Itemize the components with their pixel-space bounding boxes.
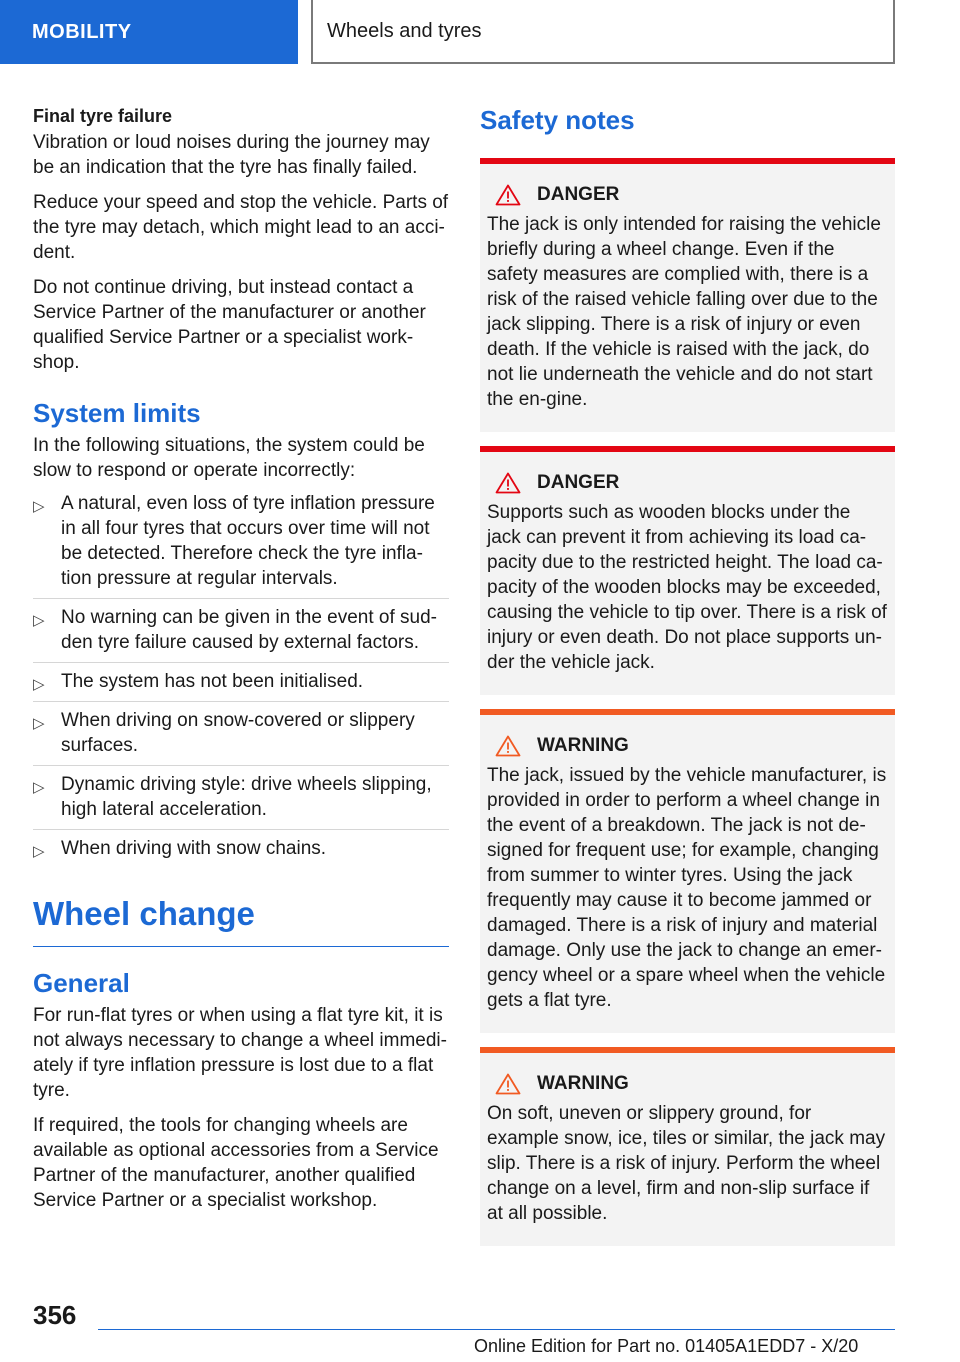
list-item bbox=[33, 491, 449, 599]
paragraph: Do not continue driving, but instead contact a Service Partner of the manufacturer or another qualified Service Partner or a specialist work‐shop. bbox=[33, 277, 426, 373]
notice-text: The jack, issued by the vehicle manufacturer, is provided in order to perform a wheel change in the event of a breakdown. The jack is not de‐signed for frequent use; for example, changing from summer to winter tyres. Using the jack frequently may cause it to become jammed or damaged. There is a risk of injury and material damage. Only use the jack to change an emer‐gency wheel or a spare wheel when the vehicle gets a flat tyre. bbox=[487, 765, 887, 1011]
list-item-text: The system has not been initialised. bbox=[61, 671, 364, 692]
triangle-bullet-icon: ▷ bbox=[33, 612, 45, 629]
footer-divider bbox=[98, 1329, 895, 1330]
left-column bbox=[33, 104, 449, 1223]
notice-text: On soft, uneven or slippery ground, for example snow, ice, tiles or similar, the jack may slip. There is a risk of injury. Perform the wheel change on a level, firm and non-slip surface if at all possible. bbox=[487, 1103, 886, 1224]
warning-triangle-icon bbox=[495, 472, 521, 494]
triangle-bullet-icon: ▷ bbox=[33, 715, 45, 732]
notice-text: Supports such as wooden blocks under the jack can prevent it from achieving its load ca‐pacity due to the restricted height. The load ca‐pacity of the wooden blocks may be exceeded, causing the vehicle to tip over. There is a risk of injury or even death. Do not place supports un‐der the vehicle jack. bbox=[487, 502, 887, 673]
triangle-bullet-icon: ▷ bbox=[33, 498, 45, 515]
triangle-bullet-icon: ▷ bbox=[33, 843, 45, 860]
paragraph: Vibration or loud noises during the journey may be an indication that the tyre has finally failed. bbox=[33, 132, 430, 178]
general-heading: General bbox=[33, 968, 130, 998]
system-limits-intro: In the following situations, the system could be slow to respond or operate incorrectly: bbox=[33, 435, 425, 481]
triangle-bullet-icon: ▷ bbox=[33, 779, 45, 796]
notice-text: The jack is only intended for raising the vehicle briefly during a wheel change. Even if the safety measures are complied with, there is a risk of the raised vehicle falling over due to the jack slipping. There is a risk of injury or even death. If the vehicle is raised with the jack, do not lie underneath the vehicle and do not start the en‐gine. bbox=[487, 214, 881, 410]
notice-level: WARNING bbox=[537, 1073, 629, 1094]
list-item-text: A natural, even loss of tyre inflation pressure in all four tyres that occurs over time will not be detected. Therefore check the tyre infla‐tion pressure at regular intervals. bbox=[61, 493, 435, 589]
edition-footer: Online Edition for Part no. 01405A1EDD7 - X/20 bbox=[474, 1336, 859, 1356]
section-tab: MOBILITY bbox=[0, 0, 298, 64]
warning-triangle-icon bbox=[495, 735, 521, 757]
warning-triangle-icon bbox=[495, 1073, 521, 1095]
list-item bbox=[33, 708, 449, 766]
danger-notice bbox=[480, 446, 895, 695]
list-item-text: Dynamic driving style: drive wheels slipping, high lateral acceleration. bbox=[61, 774, 432, 820]
notice-level: DANGER bbox=[537, 472, 620, 493]
wheel-change-heading: Wheel change bbox=[33, 894, 449, 947]
warning-notice bbox=[480, 709, 895, 1033]
system-limits-heading: System limits bbox=[33, 398, 201, 428]
paragraph: If required, the tools for changing wheels are available as optional accessories from a Service Partner of the manufacturer, another qualified Service Partner or a specialist workshop. bbox=[33, 1115, 439, 1211]
topic-title: Wheels and tyres bbox=[311, 0, 895, 64]
notice-level: DANGER bbox=[537, 184, 620, 205]
system-limits-list bbox=[33, 491, 449, 868]
notice-level: WARNING bbox=[537, 735, 629, 756]
page-number: 356 bbox=[33, 1300, 77, 1330]
triangle-bullet-icon: ▷ bbox=[33, 676, 45, 693]
final-tyre-failure-heading: Final tyre failure bbox=[33, 106, 173, 126]
right-column bbox=[480, 104, 895, 1260]
paragraph: For run-flat tyres or when using a flat tyre kit, it is not always necessary to change a wheel immedi‐ately if tyre inflation pressure is lost due to a flat tyre. bbox=[33, 1005, 447, 1101]
list-item bbox=[33, 836, 449, 868]
list-item-text: When driving on snow-covered or slippery surfaces. bbox=[61, 710, 415, 756]
paragraph: Reduce your speed and stop the vehicle. Parts of the tyre may detach, which might lead to an acci‐dent. bbox=[33, 192, 449, 263]
list-item-text: When driving with snow chains. bbox=[61, 838, 327, 859]
list-item bbox=[33, 605, 449, 663]
danger-notice bbox=[480, 158, 895, 432]
warning-triangle-icon bbox=[495, 184, 521, 206]
list-item-text: No warning can be given in the event of sud‐den tyre failure caused by external factors. bbox=[61, 607, 438, 653]
list-item bbox=[33, 772, 449, 830]
safety-notes-heading: Safety notes bbox=[480, 105, 635, 135]
list-item bbox=[33, 669, 449, 702]
warning-notice bbox=[480, 1047, 895, 1246]
